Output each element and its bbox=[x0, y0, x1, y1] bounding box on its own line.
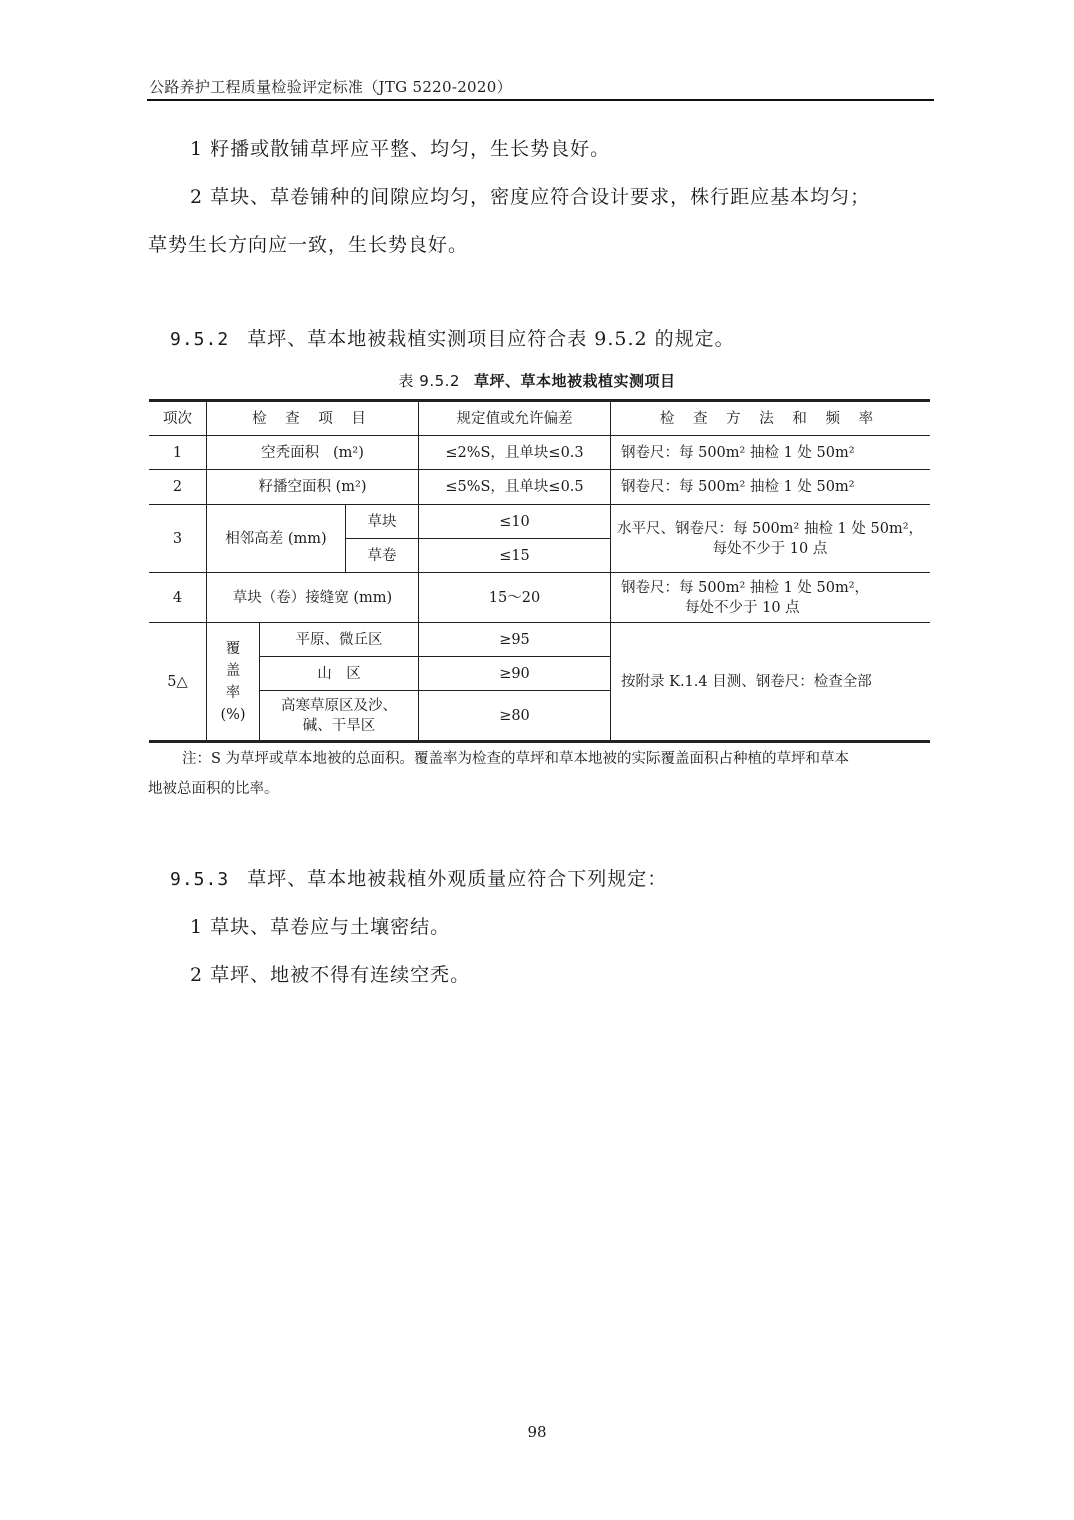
section-953-heading bbox=[170, 864, 667, 891]
clause-item-1: 1 籽播或散铺草坪应平整、均匀，生长势良好。 bbox=[190, 138, 611, 160]
row2-item-name: 籽播空面积 bbox=[258, 479, 331, 495]
row5-sub3-label-line2: 碱、干旱区 bbox=[302, 717, 376, 734]
row5-method: 按附录 K.1.4 目测、钢卷尺：检查全部 bbox=[621, 673, 872, 690]
row5-sub1-label: 平原、微丘区 bbox=[295, 631, 383, 648]
row3-sub2-label: 草卷 bbox=[367, 547, 397, 564]
row1-method: 钢卷尺：每 500m² 抽检 1 处 50m² bbox=[621, 444, 855, 461]
section-number: 9.5.2 bbox=[170, 329, 230, 350]
th-item: 检 查 项 目 bbox=[252, 410, 373, 427]
row1-no: 1 bbox=[172, 444, 183, 461]
section-number: 9.5.3 bbox=[170, 869, 230, 890]
table-note-line1: 注：S 为草坪或草本地被的总面积。覆盖率为检查的草坪和草本地被的实际覆盖面积占种植的草坪和草本 bbox=[182, 751, 850, 767]
row5-item-char: 覆 bbox=[225, 640, 241, 657]
section-text: 草坪、草本地被栽植实测项目应符合表 9.5.2 的规定。 bbox=[247, 328, 735, 350]
row1-item bbox=[207, 436, 418, 469]
clause-953-item-1: 1 草块、草卷应与土壤密结。 bbox=[190, 916, 451, 938]
th-no: 项次 bbox=[163, 410, 192, 427]
row1-item-unit: (m²) bbox=[332, 444, 364, 461]
row5-sub3-value: ≥80 bbox=[499, 707, 530, 724]
row3-sub2-value: ≤15 bbox=[499, 547, 530, 564]
row4-value: 15～20 bbox=[488, 589, 541, 606]
page-number: 98 bbox=[527, 1423, 547, 1441]
section-952-heading bbox=[170, 324, 735, 351]
row5-sub3-label-line1: 高寒草原区及沙、 bbox=[281, 697, 397, 714]
row3-sub1-value: ≤10 bbox=[499, 513, 530, 530]
th-value: 规定值或允许偏差 bbox=[456, 410, 573, 427]
row5-item-char: 盖 bbox=[225, 662, 241, 679]
row1-item-name: 空秃面积 bbox=[261, 444, 320, 461]
row5-no: 5△ bbox=[167, 673, 188, 690]
row5-item-char: 率 bbox=[225, 684, 241, 701]
table-bottom-rule bbox=[149, 740, 930, 743]
row1-value: ≤2%S，且单块≤0.3 bbox=[445, 444, 584, 461]
row3-sub1-label: 草块 bbox=[367, 513, 397, 530]
row4-method-line2: 每处不少于 10 点 bbox=[685, 599, 800, 616]
row4-item: 草块（卷）接缝宽 (mm) bbox=[232, 589, 393, 606]
row3-method-line1: 水平尺、钢卷尺：每 500m² 抽检 1 处 50m²， bbox=[616, 520, 924, 537]
row2-item-unit: (m²) bbox=[335, 479, 367, 495]
section-text: 草坪、草本地被栽植外观质量应符合下列规定： bbox=[247, 868, 668, 890]
row3-method bbox=[611, 505, 929, 572]
table-caption bbox=[0, 370, 1074, 391]
running-header: 公路养护工程质量检验评定标准（JTG 5220-2020） bbox=[149, 78, 512, 96]
th-method: 检 查 方 法 和 频 率 bbox=[659, 410, 881, 427]
row5-sub2-label: 山 区 bbox=[317, 665, 361, 682]
row5-sub1-value: ≥95 bbox=[499, 631, 530, 648]
header-rule bbox=[147, 99, 934, 101]
row4-no: 4 bbox=[172, 589, 183, 606]
clause-953-item-2: 2 草坪、地被不得有连续空秃。 bbox=[190, 964, 471, 986]
clause-item-2-line2: 草势生长方向应一致，生长势良好。 bbox=[148, 234, 469, 256]
row2-item bbox=[207, 470, 418, 504]
row3-item: 相邻高差 (mm) bbox=[225, 530, 327, 547]
clause-item-2-line1: 2 草块、草卷铺种的间隙应均匀，密度应符合设计要求，株行距应基本均匀； bbox=[190, 186, 871, 208]
row2-value: ≤5%S，且单块≤0.5 bbox=[445, 479, 584, 495]
row5-item bbox=[207, 623, 259, 740]
row5-sub3-label bbox=[260, 691, 418, 740]
row5-sub2-value: ≥90 bbox=[499, 665, 530, 682]
row2-method: 钢卷尺：每 500m² 抽检 1 处 50m² bbox=[621, 479, 855, 495]
table-caption-number: 表 9.5.2 bbox=[398, 372, 460, 390]
row5-item-char: (%) bbox=[220, 706, 246, 723]
row4-method-line1: 钢卷尺：每 500m² 抽检 1 处 50m²， bbox=[621, 579, 870, 596]
row4-method bbox=[611, 573, 929, 622]
row3-no: 3 bbox=[172, 530, 183, 547]
row3-method-line2: 每处不少于 10 点 bbox=[712, 540, 828, 557]
table-caption-title: 草坪、草本地被栽植实测项目 bbox=[473, 372, 676, 390]
table-note-line2: 地被总面积的比率。 bbox=[148, 781, 279, 797]
row2-no: 2 bbox=[172, 479, 183, 495]
